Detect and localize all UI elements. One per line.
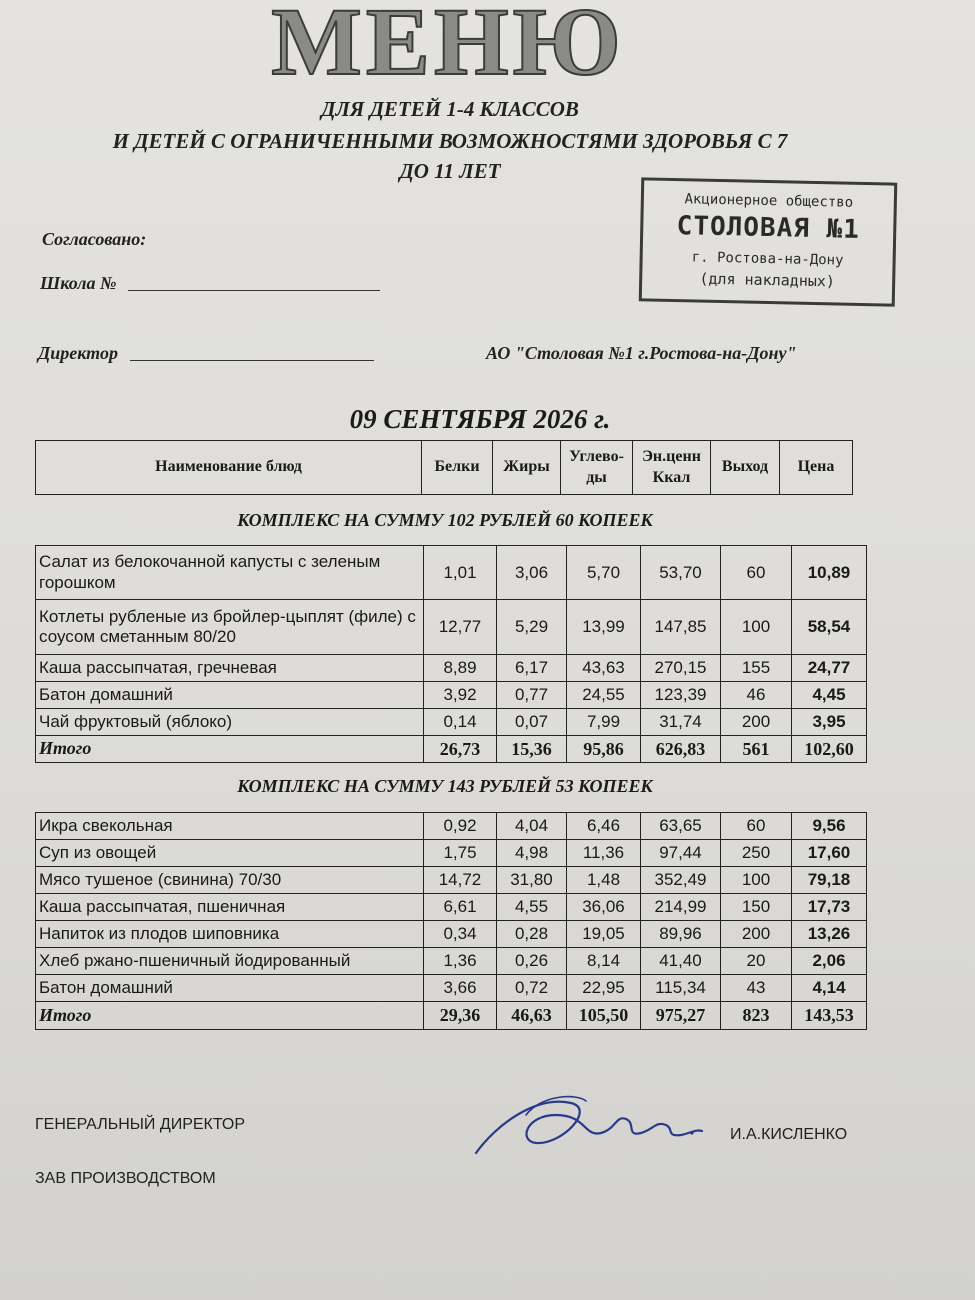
dish-carbs: 19,05 xyxy=(567,921,641,948)
header-energy-line1: Эн.ценн xyxy=(642,447,701,465)
subtitle-line-3: ДО 11 ЛЕТ xyxy=(399,159,501,183)
stamp-line-1: Акционерное общество xyxy=(684,191,854,211)
dish-carbs: 7,99 xyxy=(567,709,641,736)
total-yield: 561 xyxy=(721,736,792,763)
stamp-line-4: (для накладных) xyxy=(699,269,836,291)
dish-protein: 1,36 xyxy=(424,948,497,975)
dish-energy: 53,70 xyxy=(641,546,721,600)
general-director-name: И.А.КИСЛЕНКО xyxy=(730,1126,848,1143)
school-number-line xyxy=(128,290,380,291)
dish-name: Суп из овощей xyxy=(36,840,424,867)
table-row xyxy=(36,840,867,867)
header-protein: Белки xyxy=(422,441,493,495)
director-signature xyxy=(466,1085,716,1165)
dish-name: Батон домашний xyxy=(36,975,424,1002)
dish-energy: 115,34 xyxy=(641,975,721,1002)
total-energy: 975,27 xyxy=(641,1002,721,1030)
organization-name: АО "Столовая №1 г.Ростова-на-Дону" xyxy=(486,343,797,363)
production-head-label: ЗАВ ПРОИЗВОДСТВОМ xyxy=(35,1170,216,1187)
header-yield: Выход xyxy=(711,441,780,495)
header-energy-line2: Ккал xyxy=(652,468,691,486)
table-row xyxy=(36,813,867,840)
dish-energy: 123,39 xyxy=(641,682,721,709)
dish-protein: 14,72 xyxy=(424,867,497,894)
dish-price: 17,60 xyxy=(792,840,867,867)
dish-name: Батон домашний xyxy=(36,682,424,709)
total-yield: 823 xyxy=(721,1002,792,1030)
subtitle-line-2: И ДЕТЕЙ С ОГРАНИЧЕННЫМИ ВОЗМОЖНОСТЯМИ ЗДОРОВЬЯ С 7 xyxy=(112,129,788,153)
organization-stamp xyxy=(639,177,898,306)
dish-protein: 6,61 xyxy=(424,894,497,921)
total-row xyxy=(36,1002,867,1030)
header-carbs-line1: Углево- xyxy=(569,447,624,465)
menu-date: 09 СЕНТЯБРЯ 2026 г. xyxy=(349,404,611,434)
dish-fat: 6,17 xyxy=(497,655,567,682)
complex-2-table xyxy=(35,812,867,1030)
dish-name: Каша рассыпчатая, гречневая xyxy=(36,655,424,682)
general-director-label: ГЕНЕРАЛЬНЫЙ ДИРЕКТОР xyxy=(35,1116,246,1133)
dish-carbs: 1,48 xyxy=(567,867,641,894)
total-price: 102,60 xyxy=(792,736,867,763)
dish-name: Икра свекольная xyxy=(36,813,424,840)
dish-name: Салат из белокочанной капусты с зеленым горошком xyxy=(36,546,424,600)
dish-fat: 0,28 xyxy=(497,921,567,948)
dish-energy: 214,99 xyxy=(641,894,721,921)
header-fat: Жиры xyxy=(493,441,561,495)
table-header xyxy=(35,440,853,495)
dish-fat: 0,77 xyxy=(497,682,567,709)
table-row xyxy=(36,682,867,709)
header-price: Цена xyxy=(780,441,853,495)
dish-price: 4,14 xyxy=(792,975,867,1002)
dish-carbs: 43,63 xyxy=(567,655,641,682)
dish-price: 9,56 xyxy=(792,813,867,840)
dish-carbs: 24,55 xyxy=(567,682,641,709)
dish-carbs: 11,36 xyxy=(567,840,641,867)
dish-fat: 31,80 xyxy=(497,867,567,894)
subtitle-line-1: ДЛЯ ДЕТЕЙ 1-4 КЛАССОВ xyxy=(321,97,579,121)
header-carbs xyxy=(561,441,633,495)
director-label: Директор xyxy=(38,343,118,363)
dish-name: Хлеб ржано-пшеничный йодированный xyxy=(36,948,424,975)
stamp-line-2: СТОЛОВАЯ №1 xyxy=(676,211,861,245)
complex-2-title: КОМПЛЕКС НА СУММУ 143 РУБЛЕЙ 53 КОПЕЕК xyxy=(237,776,653,796)
dish-yield: 60 xyxy=(721,546,792,600)
agreed-label: Согласовано: xyxy=(42,229,147,249)
director-signature-line xyxy=(130,360,374,361)
dish-carbs: 36,06 xyxy=(567,894,641,921)
total-label: Итого xyxy=(36,1002,424,1030)
dish-energy: 63,65 xyxy=(641,813,721,840)
total-carbs: 95,86 xyxy=(567,736,641,763)
dish-price: 58,54 xyxy=(792,600,867,655)
dish-name: Мясо тушеное (свинина) 70/30 xyxy=(36,867,424,894)
dish-yield: 60 xyxy=(721,813,792,840)
dish-price: 24,77 xyxy=(792,655,867,682)
dish-energy: 270,15 xyxy=(641,655,721,682)
table-row xyxy=(36,921,867,948)
dish-protein: 1,01 xyxy=(424,546,497,600)
dish-fat: 0,26 xyxy=(497,948,567,975)
dish-name: Чай фруктовый (яблоко) xyxy=(36,709,424,736)
dish-energy: 352,49 xyxy=(641,867,721,894)
table-row xyxy=(36,600,867,655)
dish-protein: 8,89 xyxy=(424,655,497,682)
total-protein: 29,36 xyxy=(424,1002,497,1030)
dish-carbs: 5,70 xyxy=(567,546,641,600)
dish-price: 3,95 xyxy=(792,709,867,736)
dish-protein: 0,34 xyxy=(424,921,497,948)
table-row xyxy=(36,975,867,1002)
dish-fat: 0,72 xyxy=(497,975,567,1002)
table-row xyxy=(36,546,867,600)
dish-yield: 46 xyxy=(721,682,792,709)
dish-price: 10,89 xyxy=(792,546,867,600)
total-energy: 626,83 xyxy=(641,736,721,763)
dish-yield: 43 xyxy=(721,975,792,1002)
dish-protein: 0,14 xyxy=(424,709,497,736)
dish-yield: 200 xyxy=(721,921,792,948)
stamp-line-3: г. Ростова-на-Дону xyxy=(691,249,844,269)
total-fat: 46,63 xyxy=(497,1002,567,1030)
dish-yield: 250 xyxy=(721,840,792,867)
dish-fat: 3,06 xyxy=(497,546,567,600)
dish-name: Каша рассыпчатая, пшеничная xyxy=(36,894,424,921)
dish-protein: 3,66 xyxy=(424,975,497,1002)
dish-yield: 100 xyxy=(721,600,792,655)
total-carbs: 105,50 xyxy=(567,1002,641,1030)
dish-energy: 31,74 xyxy=(641,709,721,736)
table-row xyxy=(36,867,867,894)
dish-price: 4,45 xyxy=(792,682,867,709)
dish-name: Котлеты рубленые из бройлер-цыплят (филе) с соусом сметанным 80/20 xyxy=(36,600,424,655)
dish-fat: 4,98 xyxy=(497,840,567,867)
dish-carbs: 8,14 xyxy=(567,948,641,975)
total-row xyxy=(36,736,867,763)
table-row xyxy=(36,894,867,921)
dish-protein: 12,77 xyxy=(424,600,497,655)
dish-energy: 97,44 xyxy=(641,840,721,867)
dish-carbs: 6,46 xyxy=(567,813,641,840)
dish-price: 13,26 xyxy=(792,921,867,948)
table-row xyxy=(36,709,867,736)
dish-price: 2,06 xyxy=(792,948,867,975)
dish-protein: 1,75 xyxy=(424,840,497,867)
dish-yield: 155 xyxy=(721,655,792,682)
dish-yield: 150 xyxy=(721,894,792,921)
header-energy xyxy=(633,441,711,495)
header-name: Наименование блюд xyxy=(36,441,422,495)
dish-fat: 5,29 xyxy=(497,600,567,655)
menu-title: МЕНЮ xyxy=(271,0,625,95)
dish-fat: 4,04 xyxy=(497,813,567,840)
dish-carbs: 22,95 xyxy=(567,975,641,1002)
total-fat: 15,36 xyxy=(497,736,567,763)
dish-energy: 147,85 xyxy=(641,600,721,655)
complex-1-table xyxy=(35,545,867,763)
header-carbs-line2: ды xyxy=(586,468,607,486)
total-protein: 26,73 xyxy=(424,736,497,763)
school-label: Школа № xyxy=(40,273,117,293)
table-row xyxy=(36,655,867,682)
dish-fat: 4,55 xyxy=(497,894,567,921)
dish-energy: 89,96 xyxy=(641,921,721,948)
dish-protein: 3,92 xyxy=(424,682,497,709)
dish-price: 79,18 xyxy=(792,867,867,894)
dish-fat: 0,07 xyxy=(497,709,567,736)
table-row xyxy=(36,948,867,975)
dish-yield: 100 xyxy=(721,867,792,894)
dish-price: 17,73 xyxy=(792,894,867,921)
dish-carbs: 13,99 xyxy=(567,600,641,655)
dish-energy: 41,40 xyxy=(641,948,721,975)
complex-1-title: КОМПЛЕКС НА СУММУ 102 РУБЛЕЙ 60 КОПЕЕК xyxy=(237,510,653,530)
dish-name: Напиток из плодов шиповника xyxy=(36,921,424,948)
total-label: Итого xyxy=(36,736,424,763)
dish-yield: 200 xyxy=(721,709,792,736)
dish-yield: 20 xyxy=(721,948,792,975)
total-price: 143,53 xyxy=(792,1002,867,1030)
dish-protein: 0,92 xyxy=(424,813,497,840)
